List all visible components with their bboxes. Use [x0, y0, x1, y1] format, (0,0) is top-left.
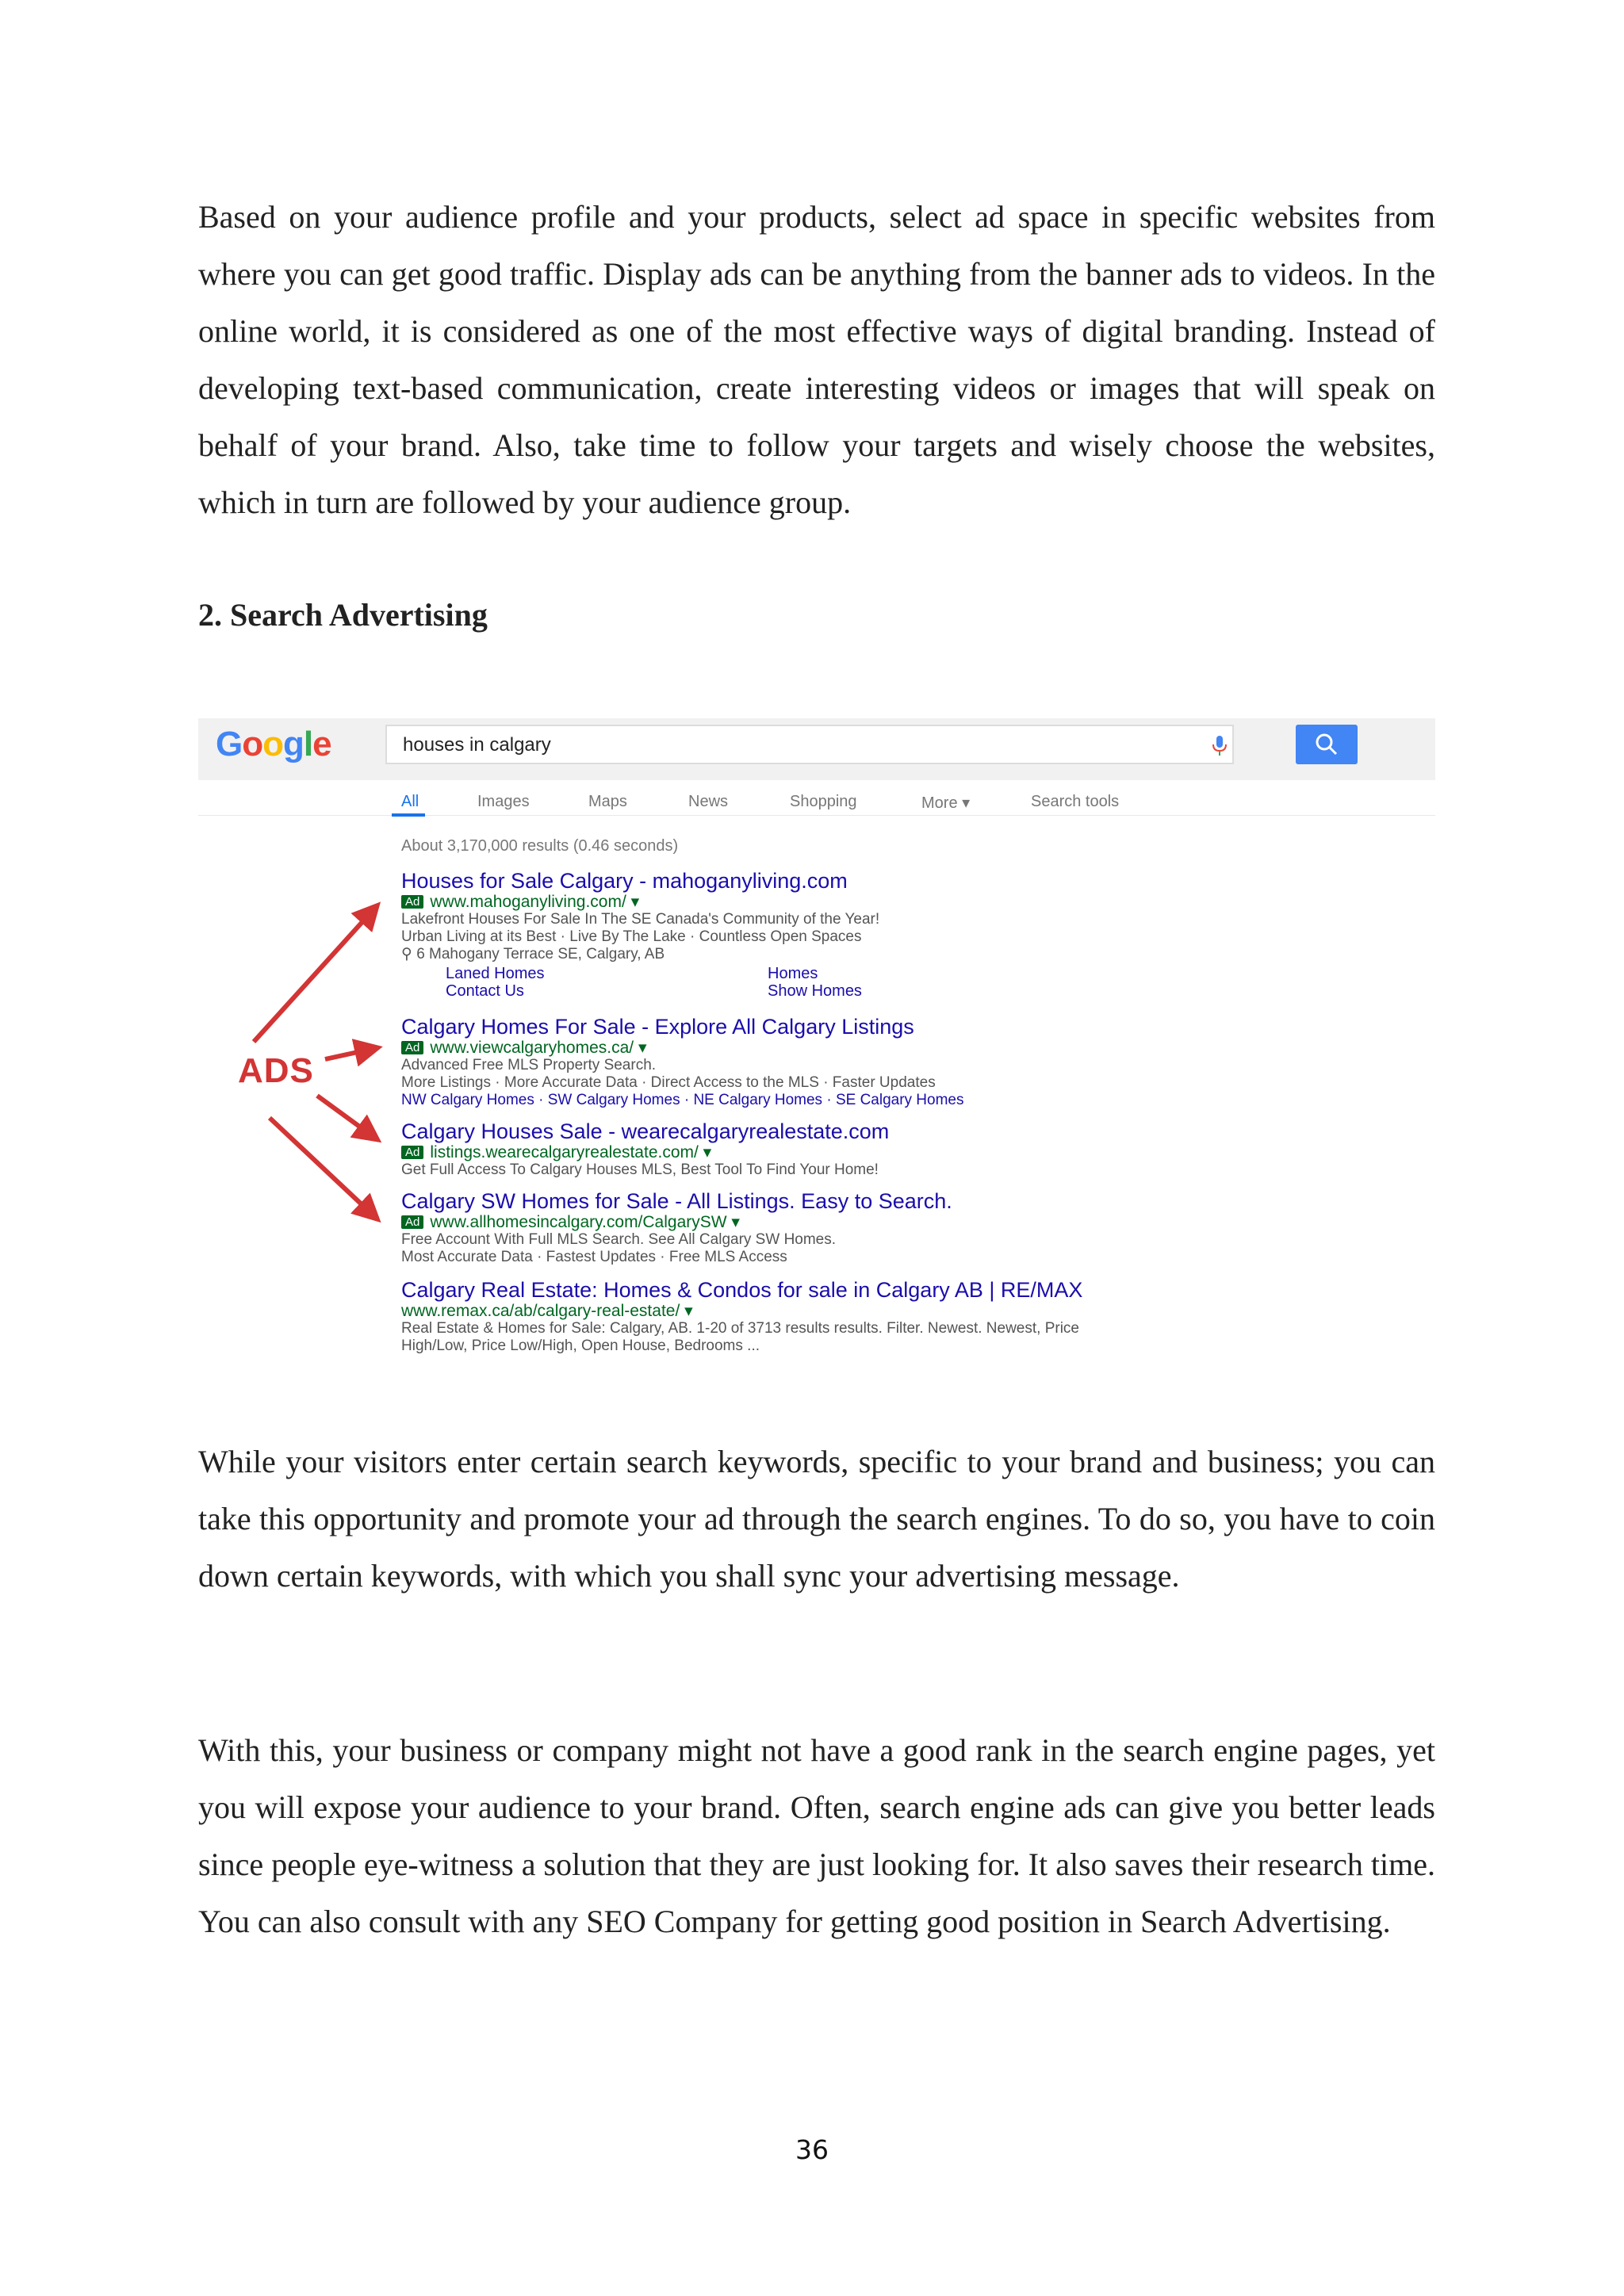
result-title[interactable]: Calgary Real Estate: Homes & Condos for sale in Calgary AB | RE/MAX [401, 1278, 1083, 1302]
result-snippet: Advanced Free MLS Property Search. [401, 1057, 657, 1073]
ad-badge: Ad [401, 1215, 423, 1229]
arrow-icon [325, 1048, 376, 1059]
result-snippet: Lakefront Houses For Sale In The SE Canada's Community of the Year! [401, 911, 880, 928]
result-url: Ad listings.wearecalgaryrealestate.com/ ▾ [401, 1143, 889, 1161]
ad-badge: Ad [401, 1146, 423, 1159]
result-snippet: Free Account With Full MLS Search. See All Calgary SW Homes. [401, 1231, 837, 1248]
sitelink[interactable]: Show Homes [768, 982, 862, 1000]
tab-more[interactable]: More ▾ [921, 794, 971, 812]
google-logo: Google [216, 725, 331, 763]
ad-arrows [198, 718, 1435, 1370]
ad-badge: Ad [401, 1041, 423, 1054]
tab-all[interactable]: All [401, 793, 419, 810]
tab-shopping[interactable]: Shopping [790, 793, 857, 810]
result-links[interactable]: NW Calgary Homes · SW Calgary Homes · NE Calgary Homes · SE Calgary Homes [401, 1092, 964, 1108]
intro-paragraph: Based on your audience profile and your products, select ad space in specific websites from where you can get good traffic. Display ads can be anything from the banner ads to videos. In the online world, it is considered as one of the most effective ways of digital branding. Instead of developing text-based communication, create interesting videos or images that will speak on behalf of your brand. Also, take time to follow your targets and wisely choose the websites, which in turn are followed by your audience group. [198, 199, 1435, 520]
result-title[interactable]: Houses for Sale Calgary - mahoganyliving.com [401, 869, 848, 893]
arrow-icon [317, 1096, 376, 1138]
result-stats: About 3,170,000 results (0.46 seconds) [401, 837, 679, 855]
result-snippet: Real Estate & Homes for Sale: Calgary, AB. 1-20 of 3713 results results. Filter. Newest. Newest, Price [401, 1320, 1079, 1337]
result-snippet: High/Low, Price Low/High, Open House, Bedrooms ... [401, 1337, 760, 1354]
search-query: houses in calgary [403, 734, 551, 756]
tab-search-tools[interactable]: Search tools [1031, 793, 1120, 810]
ad-badge: Ad [401, 895, 423, 909]
search-ads-paragraph: While your visitors enter certain search keywords, specific to your brand and business; you can take this opportunity and promote your ad through the search engines. To do so, you have to coin down certain keywords, with which you shall sync your advertising message. [198, 1444, 1435, 1594]
result-url: Ad www.mahoganyliving.com/ ▾ [401, 893, 879, 911]
arrow-icon [254, 907, 376, 1042]
result-title[interactable]: Calgary Houses Sale - wearecalgaryrealestate.com [401, 1119, 890, 1143]
tab-news[interactable]: News [688, 793, 729, 810]
sitelink[interactable]: Laned Homes [446, 965, 545, 982]
result-title[interactable]: Calgary Homes For Sale - Explore All Calgary Listings [401, 1015, 914, 1039]
benefits-paragraph: With this, your business or company might not have a good rank in the search engine pages, yet you will expose your audience to your brand. Often, search engine ads can give you better leads since people eye-witness a solution that they are just looking for. It also saves their research time. You can also consult with any SEO Company for getting good position in Search Advertising. [198, 1732, 1435, 1939]
sitelink[interactable]: Homes [768, 965, 818, 982]
result-snippet: Get Full Access To Calgary Houses MLS, Best Tool To Find Your Home! [401, 1161, 879, 1178]
result-address: ⚲ 6 Mahogany Terrace SE, Calgary, AB [401, 946, 665, 962]
result-snippet: Urban Living at its Best · Live By The Lake · Countless Open Spaces [401, 928, 862, 945]
tab-maps[interactable]: Maps [588, 793, 627, 810]
sitelink[interactable]: Contact Us [446, 982, 524, 1000]
result-snippet: More Listings · More Accurate Data · Direct Access to the MLS · Faster Updates [401, 1074, 936, 1091]
arrow-icon [270, 1118, 376, 1218]
section-heading: 2. Search Advertising [198, 597, 488, 633]
result-url: Ad www.viewcalgaryhomes.ca/ ▾ [401, 1039, 964, 1057]
page-number: 36 [795, 2134, 829, 2165]
result-snippet: Most Accurate Data · Fastest Updates · Free MLS Access [401, 1249, 787, 1265]
tab-images[interactable]: Images [477, 793, 530, 810]
result-url: Ad www.allhomesincalgary.com/CalgarySW ▾ [401, 1213, 952, 1231]
search-ads-screenshot [198, 718, 1435, 1370]
result-title[interactable]: Calgary SW Homes for Sale - All Listings. Easy to Search. [401, 1189, 952, 1213]
ads-label: ADS [238, 1051, 314, 1090]
result-url: www.remax.ca/ab/calgary-real-estate/ ▾ [401, 1302, 693, 1320]
